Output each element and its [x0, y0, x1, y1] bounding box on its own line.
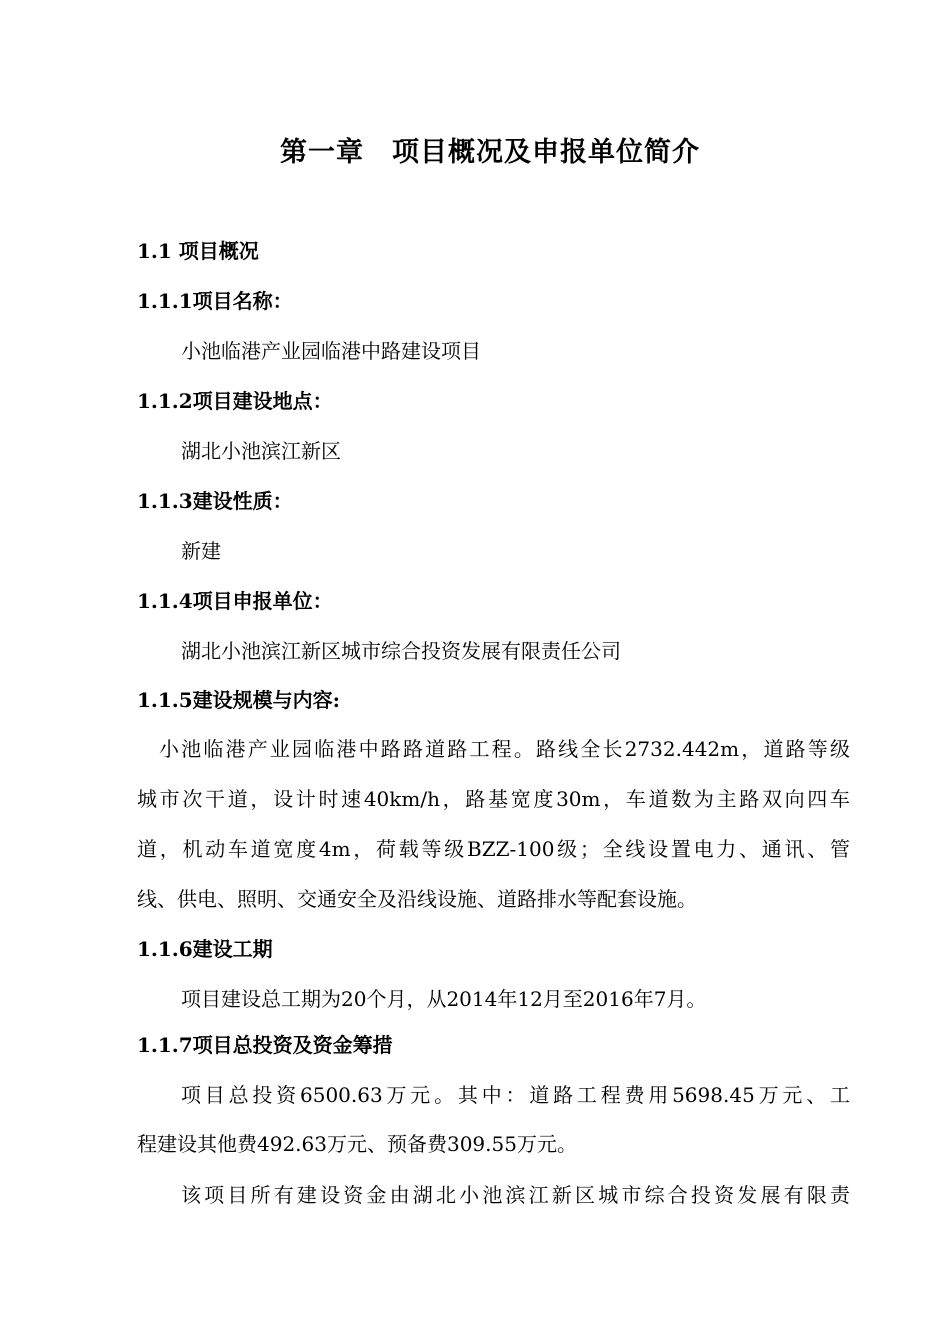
- applicant-unit-text: 湖北小池滨江新区城市综合投资发展有限责任公司: [181, 639, 621, 663]
- section-1-1-7-heading: 1.1.7项目总投资及资金筹措: [137, 1033, 393, 1057]
- section-1-1-heading: 1.1 项目概况: [137, 239, 259, 263]
- section-1-1-3-heading: 1.1.3建设性质：: [137, 489, 293, 513]
- scope-paragraph-line: 道，机动车道宽度4m，荷载等级BZZ-100级；全线设置电力、通讯、管: [137, 837, 850, 861]
- construction-period-text: 项目建设总工期为20个月，从2014年12月至2016年7月。: [181, 987, 707, 1011]
- investment-paragraph-line: 项目总投资6500.63万元。其中：道路工程费用5698.45万元、工: [181, 1083, 850, 1107]
- project-name-text: 小池临港产业园临港中路建设项目: [181, 339, 481, 363]
- section-1-1-4-heading: 1.1.4项目申报单位：: [137, 589, 333, 613]
- section-1-1-1-heading: 1.1.1项目名称：: [137, 289, 293, 313]
- investment-paragraph-line: 程建设其他费492.63万元、预备费309.55万元。: [137, 1132, 577, 1156]
- scope-paragraph-line: 线、供电、照明、交通安全及沿线设施、道路排水等配套设施。: [137, 887, 697, 911]
- section-1-1-5-heading: 1.1.5建设规模与内容:: [137, 688, 341, 712]
- chapter-title: 第一章 项目概况及申报单位简介: [280, 137, 700, 168]
- section-1-1-6-heading: 1.1.6建设工期: [137, 937, 273, 961]
- scope-paragraph-line: 城市次干道，设计时速40km/h，路基宽度30m，车道数为主路双向四车: [137, 787, 850, 811]
- construction-nature-text: 新建: [181, 539, 221, 563]
- project-location-text: 湖北小池滨江新区: [181, 439, 341, 463]
- funding-paragraph-line: 该项目所有建设资金由湖北小池滨江新区城市综合投资发展有限责: [181, 1183, 850, 1207]
- section-1-1-2-heading: 1.1.2项目建设地点：: [137, 389, 333, 413]
- scope-paragraph-line: 小池临港产业园临港中路路道路工程。路线全长2732.442m，道路等级: [159, 737, 850, 761]
